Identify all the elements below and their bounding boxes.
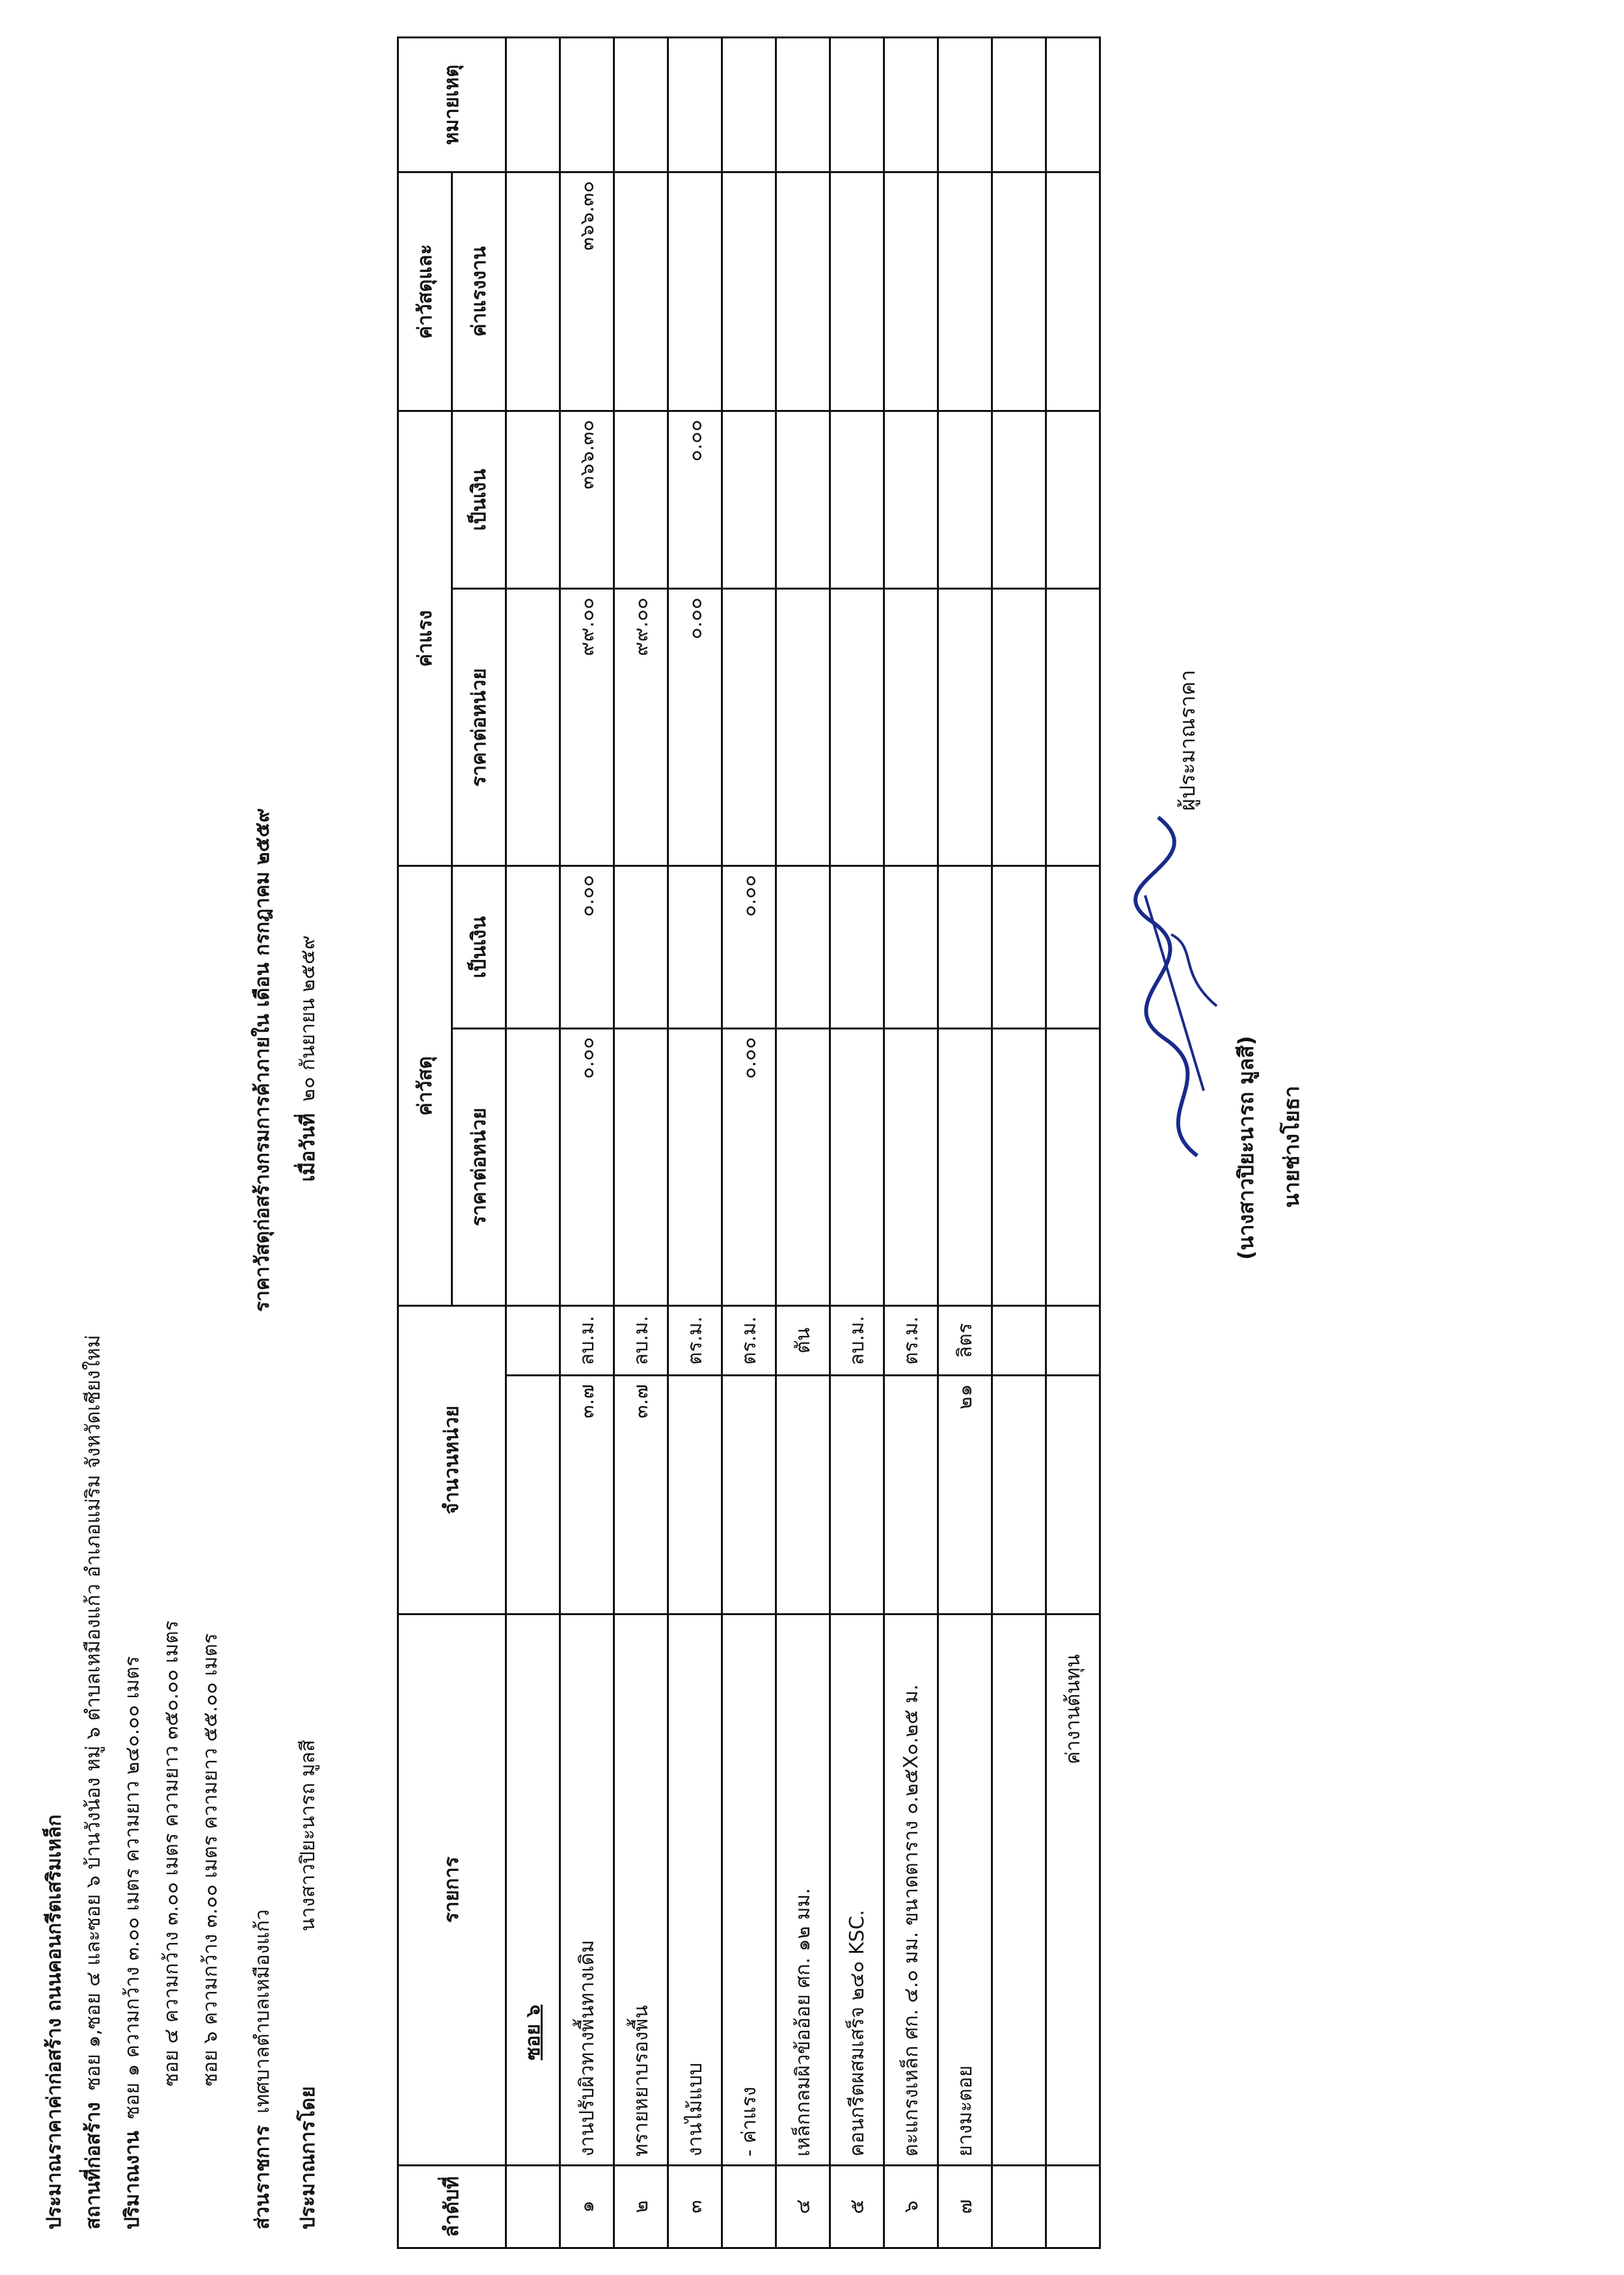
cell-lab-unit [938,589,992,866]
cell-mat-amount: ๐.๐๐ [722,866,776,1028]
cell-item: - ค่าแรง [722,1614,776,2166]
cell-qty: ๓.๗ [614,1376,668,1614]
cell-unit: ลบ.ม. [614,1306,668,1376]
cell-lab-unit [830,589,884,866]
cell-remark [938,38,992,172]
cell-qty: ๒๑ [938,1376,992,1614]
cell-mat-amount [776,866,830,1028]
cell-lab-unit [722,589,776,866]
section-row [506,38,560,2248]
table-row [614,38,668,2248]
signer-name: (นางสาวปิยะนารถ มูลสี) [1234,1035,1258,1260]
cell-no: ๖ [884,2166,938,2248]
header-total-1: ค่าวัสดุและ [398,172,452,411]
cell-lab-amount [830,411,884,589]
signer-position: นายช่างโยธา [1279,1085,1304,1208]
sum-total [1046,172,1100,411]
cell-no [722,2166,776,2248]
cell-unit: ตร.ม. [722,1306,776,1376]
cell-total [830,172,884,411]
cell-total [722,172,776,411]
cell-qty: ๓.๗ [560,1376,614,1614]
cell-total [884,172,938,411]
sum-label: ค่างานต้นทุน [1046,1614,1100,2166]
cell-mat-amount [884,866,938,1028]
table-row [668,38,722,2248]
cell-unit: ลิตร [938,1306,992,1376]
cell-remark [722,38,776,172]
header-material-unit-price: ราคาต่อหน่วย [452,1028,506,1305]
header-qty: จำนวนหน่วย [398,1306,506,1614]
location-label: สถานที่ก่อสร้าง [82,2102,105,2229]
date-line [293,935,323,1182]
agency-label: ส่วนราชการ [251,2125,274,2229]
cell-lab-amount [884,411,938,589]
cell-lab-amount [614,411,668,589]
table-row [776,38,830,2248]
cell-mat-amount: ๐.๐๐ [560,866,614,1028]
header-remark: หมายเหตุ [398,38,506,172]
cell-item: ตะแกรงเหล็ก ศก. ๔.๐ มม. ขนาดตาราง ๐.๒๕X๐.๒๕ ม. [884,1614,938,2166]
quantity-line-1: ปริมาณงานซอย ๑ ความกว้าง ๓.๐๐ เมตร ความยาว ๒๔๐.๐๐ เมตร [121,1655,144,2229]
cell-item: ยางมะตอย [938,1614,992,2166]
cell-no: ๗ [938,2166,992,2248]
cell-no: ๓ [668,2166,722,2248]
cell-lab-unit: ๐.๐๐ [668,589,722,866]
cell-no: ๑ [560,2166,614,2248]
cell-remark [614,38,668,172]
cell-mat-unit [938,1028,992,1305]
cell-item: งานไม้แบบ [668,1614,722,2166]
table-row [830,38,884,2248]
header-no: ลำดับที่ [398,2166,506,2248]
sum-labor [1046,411,1100,589]
cell-mat-amount [938,866,992,1028]
cell-lab-unit [884,589,938,866]
estimator-name: นางสาวปิยะนารถ มูลสี [297,1739,319,1931]
table-row [560,38,614,2248]
cost-table [397,36,1101,2249]
cell-unit: ตร.ม. [884,1306,938,1376]
cell-no: ๕ [830,2166,884,2248]
cell-no: ๔ [776,2166,830,2248]
cell-total [776,172,830,411]
cell-mat-unit [830,1028,884,1305]
cell-total [668,172,722,411]
cell-remark [776,38,830,172]
cell-qty [776,1376,830,1614]
cell-mat-unit [668,1028,722,1305]
cell-mat-unit [776,1028,830,1305]
agency-line [247,1909,278,2229]
cell-lab-amount: ๓๖๖.๓๐ [560,411,614,589]
cell-unit: ตร.ม. [668,1306,722,1376]
header-material: ค่าวัสดุ [398,866,452,1306]
cell-remark [560,38,614,172]
cell-item: งานปรับผิวทางพื้นทางเดิม [560,1614,614,2166]
price-source: ราคาวัสดุก่อสร้างกรมการค้าภายใน เดือน กรกฎาคม ๒๕๕๙ [251,808,274,1312]
estimator-label: ประมาณการโดย [297,2086,319,2229]
cell-total: ๓๖๖.๓๐ [560,172,614,411]
cell-lab-unit [776,589,830,866]
cell-lab-unit: ๙๙.๐๐ [560,589,614,866]
location-line [78,1335,109,2229]
cell-total [614,172,668,411]
table-row [938,38,992,2248]
cell-unit: ลบ.ม. [560,1306,614,1376]
location-text: ซอย ๑,ซอย ๔ และซอย ๖ บ้านวังน้อง หมู่ ๖ ตำบลเหมืองแก้ว อำเภอแม่ริม จังหวัดเชียงใหม่ [82,1335,105,2091]
cell-mat-unit: ๐.๐๐ [560,1028,614,1305]
header-item: รายการ [398,1614,506,2166]
cell-item: เหล็กกลมผิวข้ออ้อย ศก. ๑๒ มม. [776,1614,830,2166]
table-row [722,38,776,2248]
cell-remark [830,38,884,172]
cell-mat-amount [830,866,884,1028]
cell-mat-amount [614,866,668,1028]
agency-text: เทศบาลตำบลเหมืองแก้ว [251,1909,274,2114]
signature-scribble [1119,765,1236,1169]
cell-qty [668,1376,722,1614]
quantity-line-3: ซอย ๖ ความกว้าง ๓.๐๐ เมตร ความยาว ๕๕.๐๐ เมตร [199,1633,222,2086]
cell-mat-unit: ๐.๐๐ [722,1028,776,1305]
section-label: ซอย ๖ [506,1614,560,2166]
cell-qty [830,1376,884,1614]
signer-role: ผู้ประมาณราคา [1175,670,1200,811]
date-label: เมื่อวันที่ [297,1113,319,1182]
cell-mat-amount [668,866,722,1028]
header-total-2: ค่าแรงงาน [452,172,506,411]
document-title: ประมาณราคาค่าก่อสร้าง ถนนคอนกรีตเสริมเหล็ก [43,1814,66,2229]
cell-total [938,172,992,411]
cell-qty [884,1376,938,1614]
cell-lab-unit: ๙๙.๐๐ [614,589,668,866]
header-labor-unit-price: ราคาต่อหน่วย [452,589,506,866]
header-labor: ค่าแรง [398,411,452,866]
quantity-line-2: ซอย ๔ ความกว้าง ๓.๐๐ เมตร ความยาว ๓๕๐.๐๐ เมตร [160,1620,183,2086]
estimator-line [293,1740,323,2229]
cell-mat-unit [884,1028,938,1305]
empty-row [992,38,1046,2248]
cell-unit: ตัน [776,1306,830,1376]
table-row [884,38,938,2248]
cell-item: ทรายหยาบรองพื้น [614,1614,668,2166]
cell-lab-amount [722,411,776,589]
cell-lab-amount [776,411,830,589]
cell-lab-amount [938,411,992,589]
cell-mat-unit [614,1028,668,1305]
cell-unit: ลบ.ม. [830,1306,884,1376]
cell-remark [884,38,938,172]
cell-remark [668,38,722,172]
cell-item: คอนกรีตผสมเสร็จ ๒๔๐ KSC. [830,1614,884,2166]
sum-material [1046,866,1100,1028]
quantity-label: ปริมาณงาน [121,2131,144,2229]
header-material-amount: เป็นเงิน [452,866,506,1028]
cell-lab-amount: ๐.๐๐ [668,411,722,589]
date-value: ๒๐ กันยายน ๒๕๕๙ [297,935,319,1102]
cell-qty [722,1376,776,1614]
header-labor-amount: เป็นเงิน [452,411,506,589]
cell-no: ๒ [614,2166,668,2248]
sum-row [1046,38,1100,2248]
